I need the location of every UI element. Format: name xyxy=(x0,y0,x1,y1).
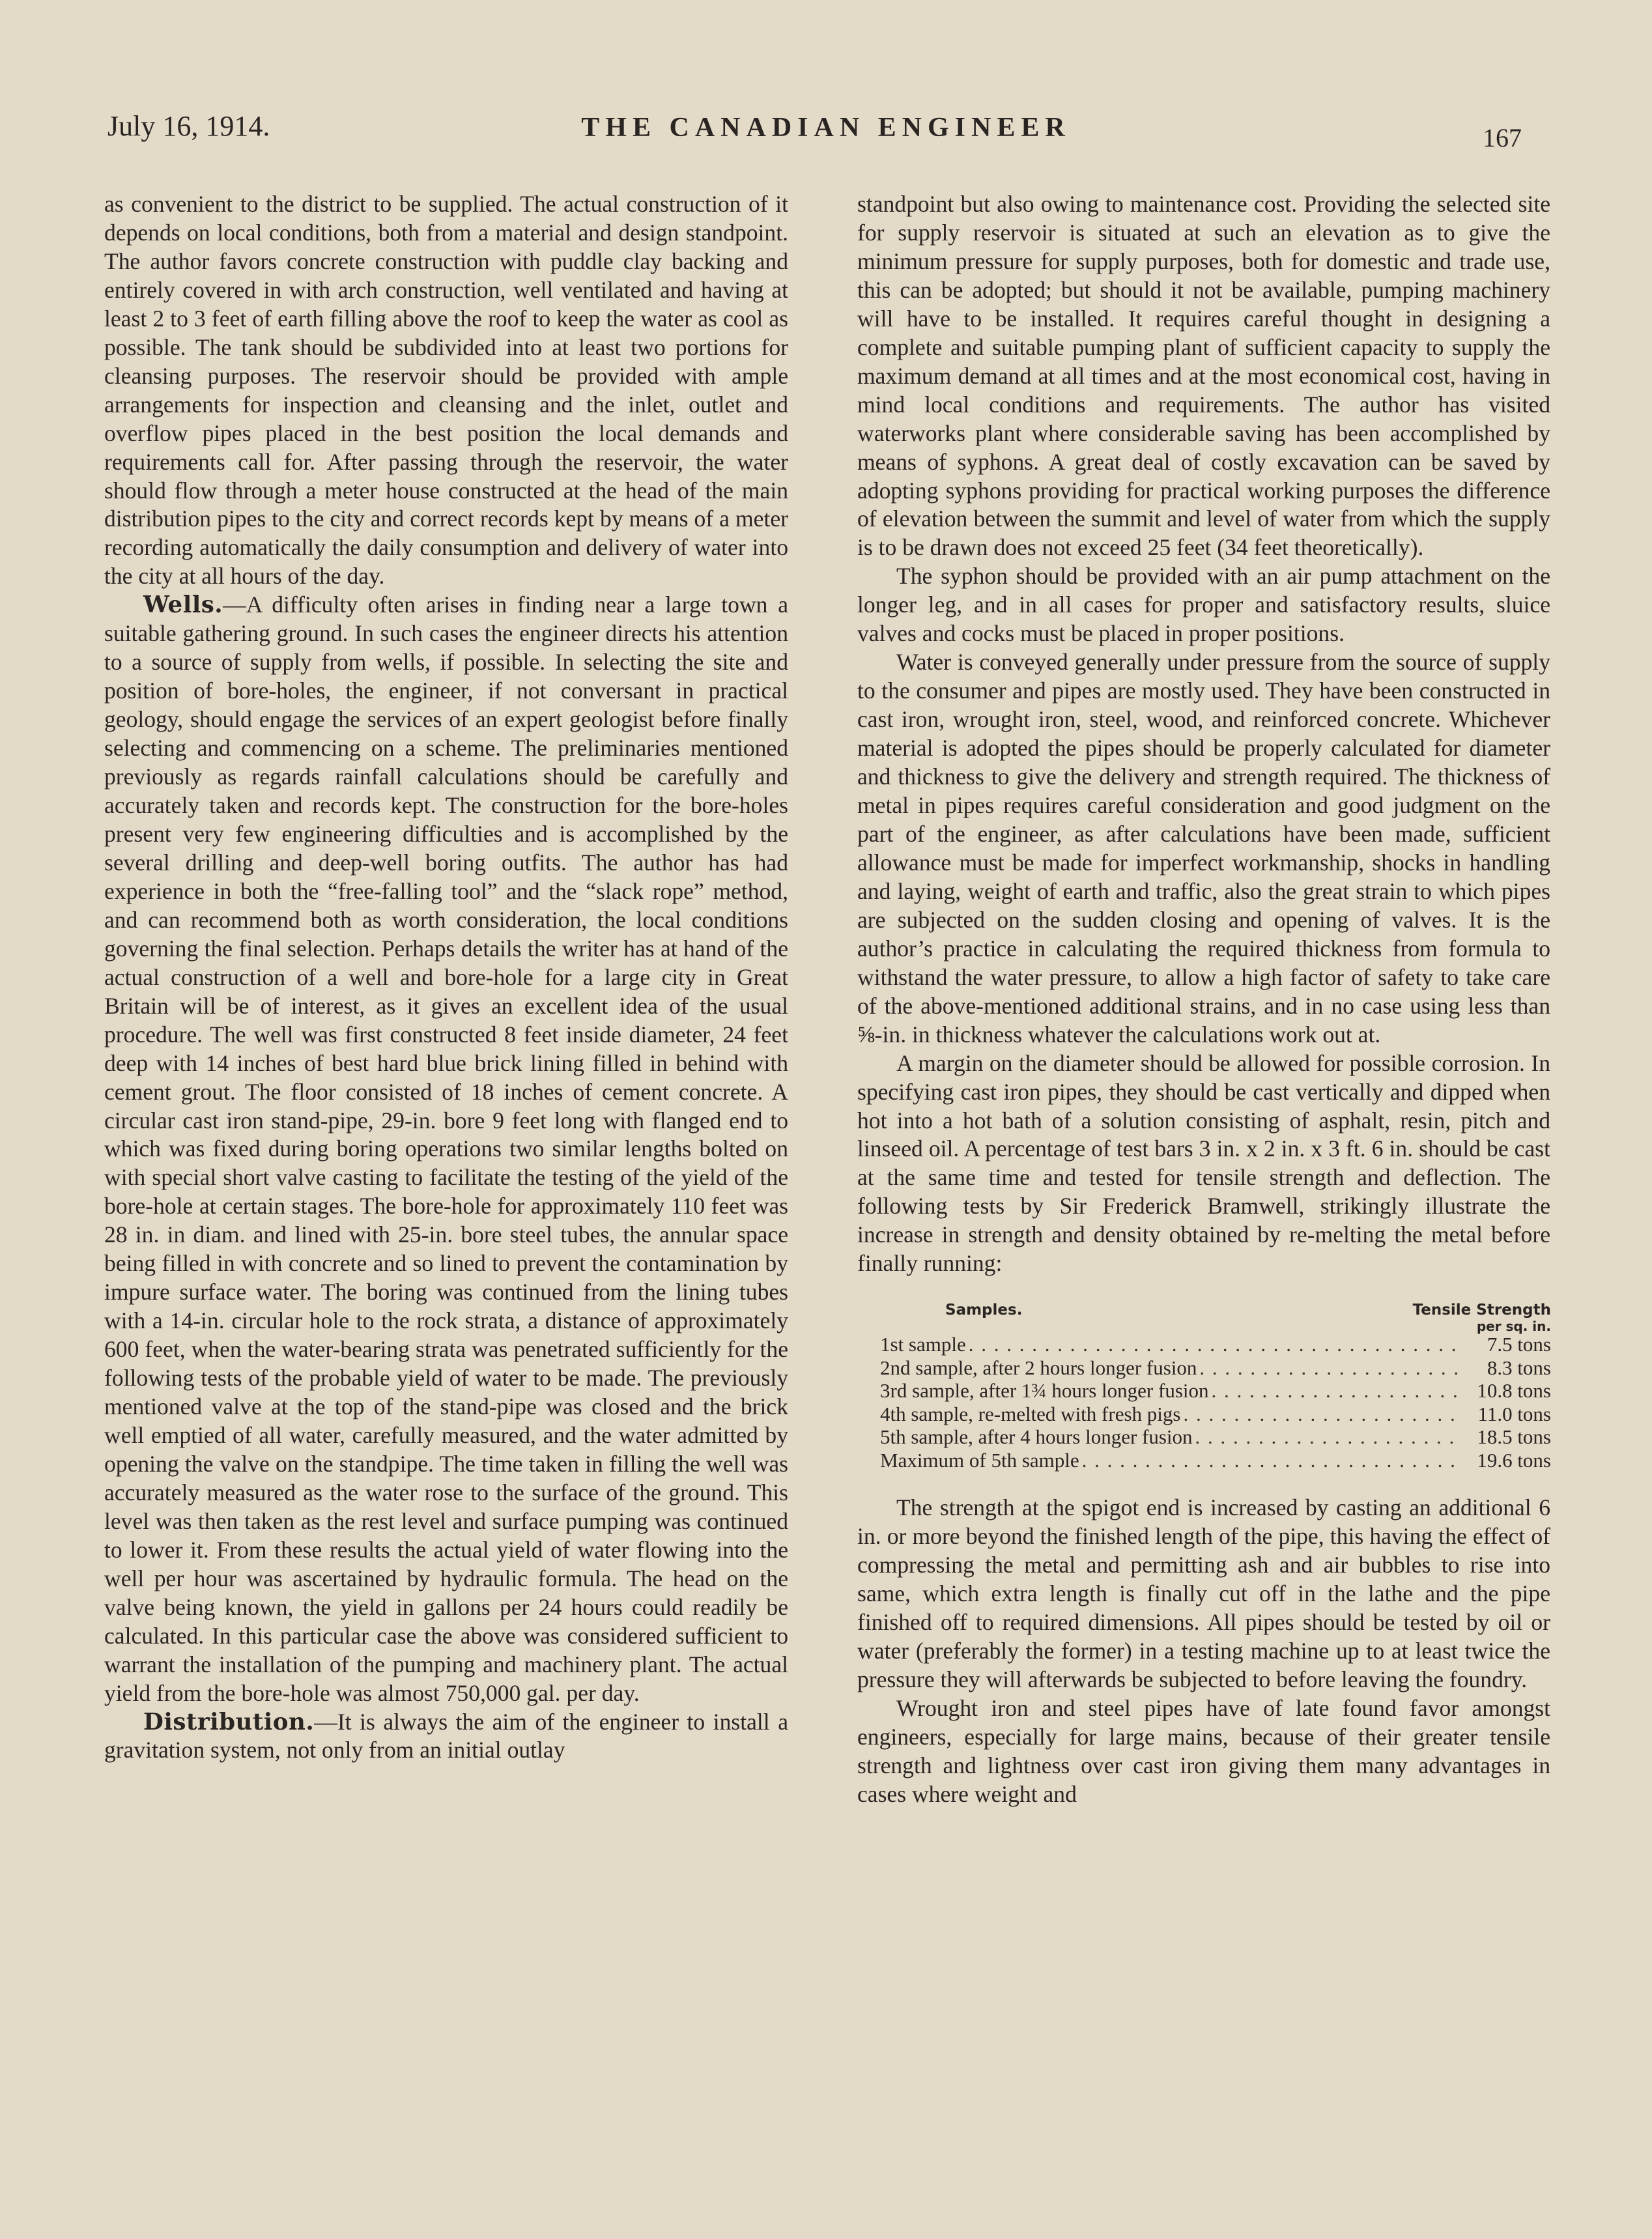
section-heading-wells: Wells. xyxy=(143,592,223,619)
table-row xyxy=(880,1403,1551,1426)
row-value: 11.0 tons xyxy=(1477,1402,1551,1425)
row-value: 10.8 tons xyxy=(1477,1379,1551,1403)
paragraph-wrought-iron: Wrought iron and steel pipes have of late found favor amongst engineers, especially for large mains, because of their greater tensile strength and lightness over cast iron giving them many advantages in cases where weight and xyxy=(857,1694,1550,1807)
leader-dots xyxy=(966,1333,1460,1356)
paragraph-spigot: The strength at the spigot end is increased by casting an additional 6 in. or more beyond the finished length of the pipe, this having the effect of compressing the metal and permitting ash and air bubbles to rise into same, which extra length is finally cut off in the lathe and the pipe finished off to required dimensions. All pipes should be tested by oil or water (preferably the former) in a testing machine up to at least twice the pressure they will afterwards be subjected to before leaving the foundry. xyxy=(857,1494,1550,1692)
row-label: 3rd sample, after 1¾ hours longer fusion xyxy=(880,1379,1209,1403)
row-value: 19.6 tons xyxy=(1477,1448,1551,1472)
journal-title: THE CANADIAN ENGINEER xyxy=(581,113,1071,143)
column-header-samples: Samples. xyxy=(945,1302,1023,1319)
paragraph-reservoir: as convenient to the district to be supplied. The actual construction of it depends on local conditions, both from a material and design standpoint. The author favors concrete construction with puddle clay backing and entirely covered in with arch construction, well ventilated and having at least 2 to 3 feet of earth filling above the roof to keep the water as cool as possible. The tank should be subdivided into at least two portions for cleansing purposes. The reservoir should be provided with ample arrangements for inspection and cleansing and the inlet, outlet and overflow pipes placed in the best position the local demands and requirements call for. After passing through the reservoir, the water should flow through a meter house constructed at the head of the main distribution pipes to the city and correct records kept by means of a meter recording automatically the daily consumption and delivery of water into the city at all hours of the day. xyxy=(104,191,788,590)
column-header-strength-label: Tensile Strength xyxy=(1412,1302,1551,1319)
paragraph-syphon: The syphon should be provided with an air pump attachment on the longer leg, and in all cases for proper and satisfactory results, sluice valves and cocks must be placed in proper positions. xyxy=(857,563,1550,647)
tensile-strength-table xyxy=(880,1300,1551,1472)
leader-dots xyxy=(1193,1425,1460,1449)
row-label: 2nd sample, after 2 hours longer fusion xyxy=(880,1356,1197,1379)
paragraph-distribution-text: —It is always the aim of the engineer to install a gravitation system, not only from an initial outlay xyxy=(104,1708,788,1763)
column-header-unit: per sq. in. xyxy=(1476,1319,1551,1335)
paragraph-corrosion: A margin on the diameter should be allowed for possible corrosion. In specifying cast iron pipes, they should be cast vertically and dipped when hot into a hot bath of a solution consisting of asphalt, resin, pitch and linseed oil. A percentage of test bars 3 in. x 2 in. x 3 ft. 6 in. should be cast at the same time and tested for tensile strength and deflection. The following tests by Sir Frederick Bramwell, strikingly illustrate the increase in strength and density obtained by re-melting the metal before finally running: xyxy=(857,1049,1550,1277)
section-heading-distribution: Distribution. xyxy=(143,1708,315,1735)
page-header xyxy=(0,98,1652,156)
leader-dots xyxy=(1079,1449,1460,1472)
row-label: 1st sample xyxy=(880,1333,966,1356)
row-label: 5th sample, after 4 hours longer fusion xyxy=(880,1425,1193,1449)
paragraph-pumping: standpoint but also owing to maintenance cost. Providing the selected site for supply reservoir is situated at such an elevation as to give the minimum pressure for supply purposes, both for domestic and trade use, this can be adopted; but should it not be available, pumping machinery will have to be installed. It requires careful thought in designing a complete and suitable pumping plant of sufficient capacity to supply the maximum demand at all times and at the most economical cost, having in mind local conditions and requirements. The author has visited waterworks plant where considerable saving has been accomplished by means of syphons. A great deal of costly excavation can be saved by adopting syphons providing for practical working purposes the difference of elevation between the summit and level of water from which the supply is to be drawn does not exceed 25 feet (34 feet theoretically). xyxy=(857,191,1550,561)
leader-dots xyxy=(1197,1356,1460,1380)
table-header xyxy=(880,1300,1551,1333)
table-row xyxy=(880,1449,1551,1472)
leader-dots xyxy=(1209,1379,1460,1403)
row-value: 7.5 tons xyxy=(1487,1333,1551,1356)
right-column xyxy=(857,190,1550,1809)
row-value: 18.5 tons xyxy=(1477,1425,1551,1449)
paragraph-pipes: Water is conveyed generally under pressure from the source of supply to the consumer and pipes are mostly used. They have been constructed in cast iron, wrought iron, steel, wood, and reinforced concrete. Whichever material is adopted the pipes should be properly calculated for diameter and thickness to give the delivery and strength required. The thickness of metal in pipes requires careful consideration and good judgment on the part of the engineer, as after calculations have been made, sufficient allowance must be made for imperfect workmanship, shocks in handling and laying, weight of earth and traffic, also the great strain to which pipes are subjected on the sudden closing and opening of valves. It is the author’s practice in calculating the required thickness from formula to withstand the water pressure, to allow a high factor of safety to take care of the above-mentioned additional strains, and in no case using less than ⅝-in. in thickness whatever the calculations work out at. xyxy=(857,649,1550,1048)
left-column xyxy=(104,190,788,1765)
table-row xyxy=(880,1356,1551,1380)
column-header-strength xyxy=(1413,1300,1551,1333)
table-row xyxy=(880,1425,1551,1449)
table-row xyxy=(880,1379,1551,1403)
issue-date: July 16, 1914. xyxy=(107,110,270,142)
row-value: 8.3 tons xyxy=(1487,1356,1551,1379)
leader-dots xyxy=(1180,1403,1460,1426)
row-label: 4th sample, re-melted with fresh pigs xyxy=(880,1402,1181,1425)
paragraph-wells-text: —A difficulty often arises in finding near a large town a suitable gathering ground. In such cases the engineer directs his attention to a source of supply from wells, if possible. In selecting the site and position of bore-holes, the engineer, if not conversant in practical geology, should engage the services of an expert geologist before finally selecting and commencing on a scheme. The preliminaries mentioned previously as regards rainfall calculations should be carefully and accurately taken and records kept. The construction for the bore-holes present very few engineering difficulties and is accomplished by the several drilling and deep-well boring outfits. The author has had experience in both the “free-falling tool” and the “slack rope” method, and can recommend both as worth consideration, the local conditions governing the final selection. Perhaps details the writer has at hand of the actual construction of a well and bore-hole for a large city in Great Britain will be of interest, as it gives an excellent idea of the usual procedure. The well was first constructed 8 feet inside diameter, 24 feet deep with 14 inches of best hard blue brick lining filled in behind with cement grout. The floor consisted of 18 inches of cement concrete. A circular cast iron stand-pipe, 29-in. bore 9 feet long with flanged end to which was fixed during boring operations two similar lengths bolted on with special short valve casting to facilitate the testing of the yield of the bore-hole at certain stages. The bore-hole for approximately 110 feet was 28 in. in diam. and lined with 25-in. bore steel tubes, the annular space being filled in with concrete and so lined to prevent the contamination by impure surface water. The boring was continued from the lining tubes with a 14-in. circular hole to the rock strata, a distance of approximately 600 feet, when the water-bearing strata was penetrated sufficiently for the following tests of the probable yield of water to be made. The previously mentioned valve at the top of the stand-pipe was closed and the brick well emptied of all water, carefully measured, and the water admitted by opening the valve on the standpipe. The time taken in filling the well was accurately measured as the water rose to the surface of the ground. This level was then taken as the rest level and surface pumping was continued to lower it. From these results the actual yield of water flowing into the well per hour was ascertained by hydraulic formula. The head on the valve being known, the yield in gallons per 24 hours could readily be calculated. In this particular case the above was considered sufficient to warrant the installation of the pumping and machinery plant. The actual yield from the bore-hole was almost 750,000 gal. per day. xyxy=(104,592,788,1706)
paragraph-distribution xyxy=(104,1708,788,1765)
page-number: 167 xyxy=(1483,123,1522,152)
paragraph-wells xyxy=(104,591,788,1707)
row-label: Maximum of 5th sample xyxy=(880,1448,1079,1472)
table-row xyxy=(880,1333,1551,1356)
